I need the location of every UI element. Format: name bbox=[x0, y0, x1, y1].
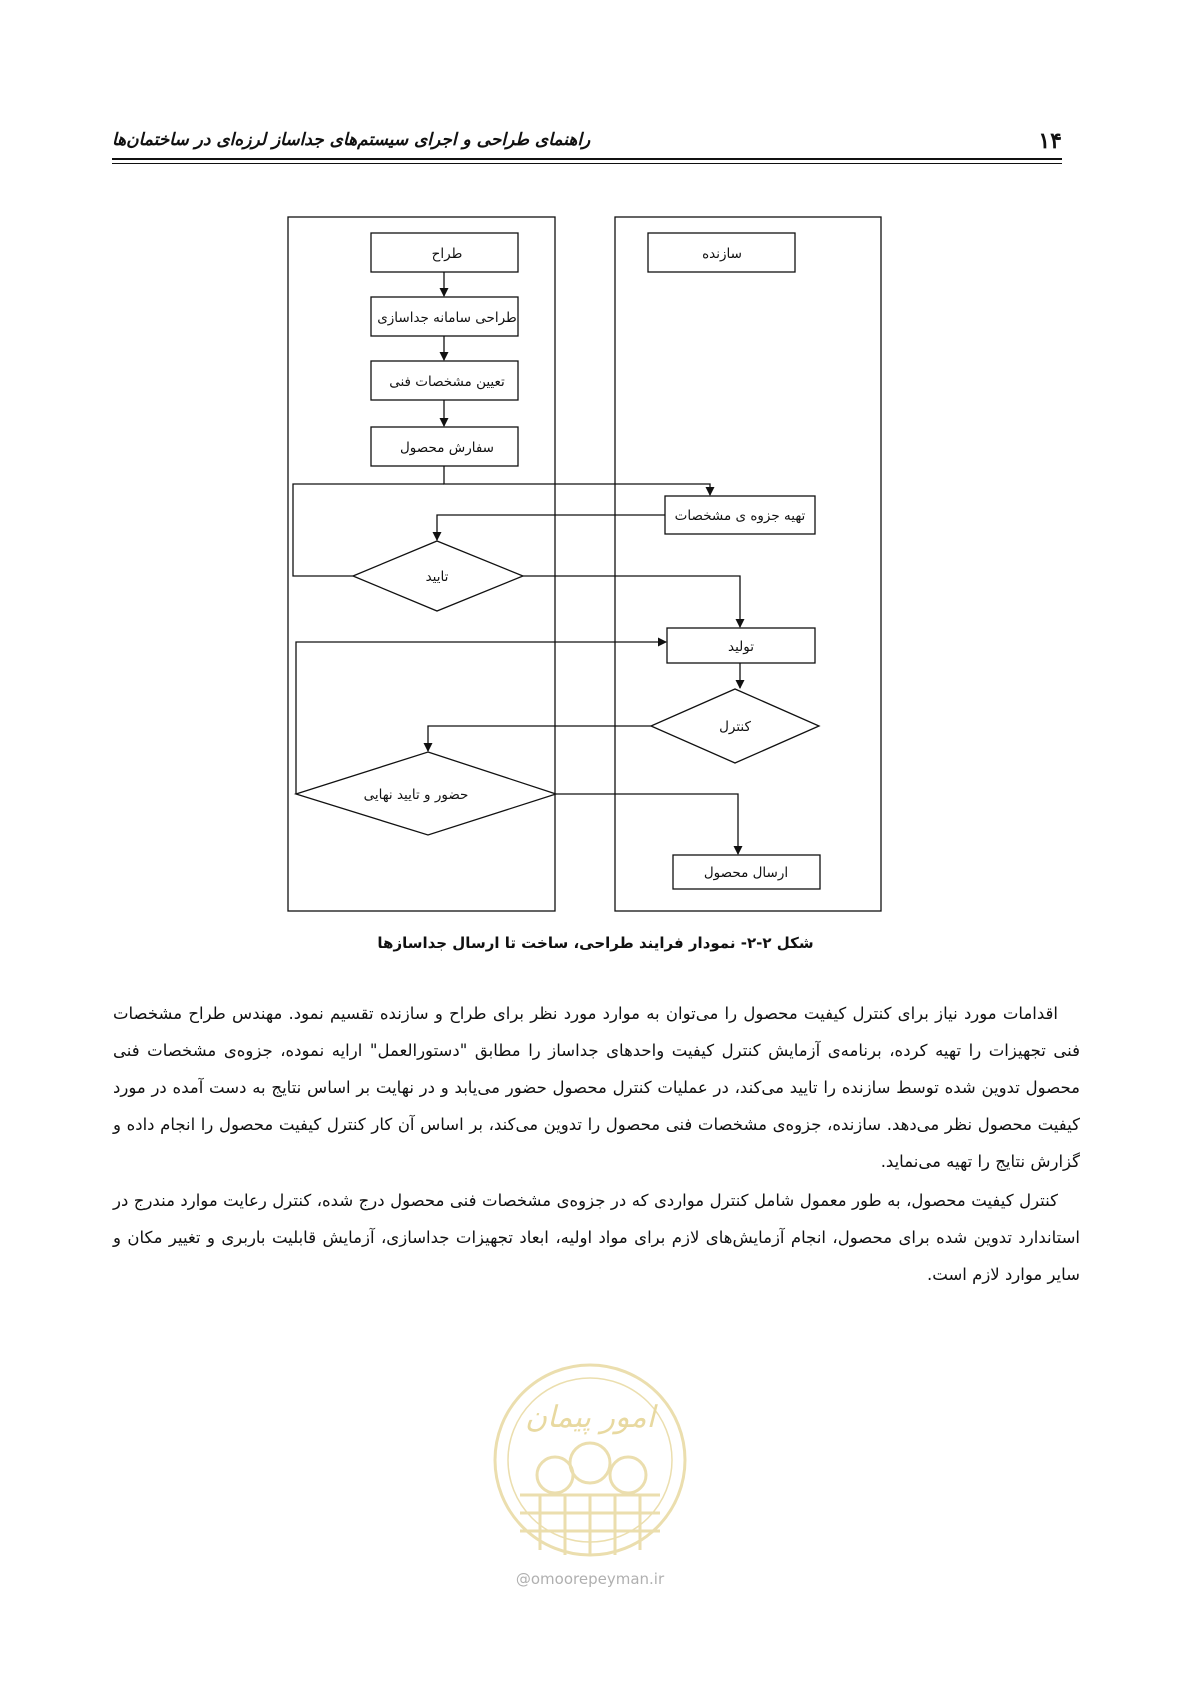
reject-loop-line bbox=[293, 484, 444, 576]
design-isolation-label: طراحی سامانه جداسازی bbox=[377, 310, 517, 326]
watermark-url: @omoorepeyman.ir bbox=[515, 1570, 665, 1588]
watermark-logo bbox=[490, 1355, 690, 1605]
production-label: تولید bbox=[727, 639, 755, 655]
specifications-label: تعیین مشخصات فنی bbox=[389, 374, 505, 390]
watermark-seal-icon bbox=[490, 1355, 690, 1565]
flow-arrow bbox=[556, 794, 738, 854]
control-label: کنترل bbox=[719, 719, 751, 735]
ship-product-label: ارسال محصول bbox=[703, 865, 789, 881]
approval-label: تایید bbox=[425, 569, 449, 585]
order-product-label: سفارش محصول bbox=[400, 440, 494, 456]
rework-loop-arrow bbox=[296, 642, 666, 794]
paragraph: اقدامات مورد نیاز برای کنترل کیفیت محصول را می‌توان به موارد مورد نظر برای طراح و سازنده تقسیم نمود. مهندس طراح مشخصات فنی تجهیزات را تهیه کرده، برنامه‌ی آزمایش کنترل کیفیت واحدهای جداساز را مطابق "دستورالعمل" ارایه نموده، جزوه‌ی مشخصات فنی محصول تدوین شده توسط سازنده را تایید می‌کند، در عملیات کنترل محصول حضور می‌یابد و در نهایت بر اساس نتایج به دست آمده در مورد کیفیت محصول نظر می‌دهد. سازنده، جزوه‌ی مشخصات فنی محصول را تدوین می‌کند، بر اساس آن کار کنترل کیفیت محصول را انجام داده و گزارش نتایج را تهیه می‌نماید. bbox=[113, 1004, 1080, 1171]
body-text bbox=[113, 995, 1080, 1295]
paragraph: کنترل کیفیت محصول، به طور معمول شامل کنترل مواردی که در جزوه‌ی مشخصات فنی محصول درج شده، کنترل رعایت موارد مندرج در استاندارد تدوین شده برای محصول، انجام آزمایش‌های لازم برای مواد اولیه، ابعاد تجهیزات جداسازی، آزمایش قابلیت باربری و تغییر مکان و سایر موارد لازم است. bbox=[113, 1191, 1080, 1284]
manufacturer-label: سازنده bbox=[702, 246, 742, 262]
flow-arrow bbox=[437, 515, 665, 540]
figure-caption: شکل ۲-۲- نمودار فرایند طراحی، ساخت تا ارسال جداسازها bbox=[377, 934, 814, 952]
final-approval-label: حضور و تایید نهایی bbox=[363, 787, 469, 803]
watermark-logo-text: امور پیمان bbox=[525, 1400, 655, 1435]
manufacturer-lane bbox=[615, 217, 881, 911]
prepare-spec-label: تهیه جزوه ی مشخصات bbox=[674, 508, 806, 524]
running-title: راهنمای طراحی و اجرای سیستم‌های جداساز لرزه‌ای در ساختمان‌ها bbox=[112, 130, 591, 150]
flow-arrow bbox=[428, 726, 651, 751]
designer-label: طراح bbox=[431, 246, 463, 262]
flow-arrow bbox=[444, 466, 710, 495]
page-number: ۱۴ bbox=[1038, 128, 1062, 154]
